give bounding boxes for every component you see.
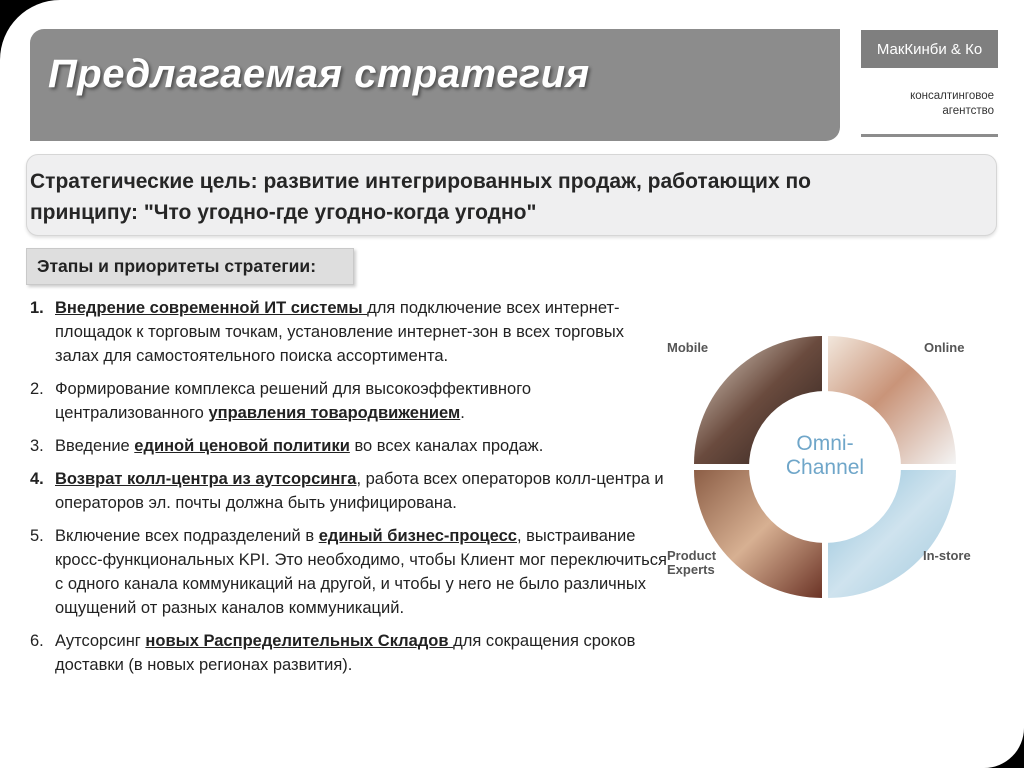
label-product-line1: Product [667, 548, 717, 563]
list-item-highlight: единой ценовой политики [134, 437, 350, 455]
brand-subtitle-line2: агентство [942, 105, 994, 117]
label-product-experts [667, 549, 716, 577]
list-item-text: Введение [55, 437, 135, 455]
label-mobile: Mobile [667, 340, 709, 355]
list-item-text: Включение всех подразделений в [55, 527, 319, 545]
list-item [30, 467, 670, 515]
list-item-highlight: новых Распределительных Складов [145, 632, 454, 650]
list-item-highlight: единый бизнес-процесс [318, 527, 517, 545]
list-item-text: . [460, 404, 465, 422]
list-item [30, 524, 670, 620]
stages-list [30, 296, 670, 686]
list-item-number: 3. [30, 437, 44, 455]
corner-frame [984, 728, 1024, 768]
label-online: Online [924, 340, 965, 355]
list-item-number: 4. [30, 470, 44, 488]
list-item-text: во всех каналах продаж. [349, 437, 544, 455]
label-product-line2: Experts [667, 562, 715, 577]
list-item [30, 377, 670, 425]
goal-text [30, 166, 930, 228]
goal-line-2: принципу: "Что угодно-где угодно-когда угодно" [30, 201, 537, 224]
list-item [30, 434, 670, 458]
list-item-number: 2. [30, 380, 44, 398]
list-item-text: , работа всех операторов колл-центра и операторов эл. почты должна быть унифицирована. [55, 470, 664, 512]
list-item-text: , выстраивание кросс-функциональных KPI. Это необходимо, чтобы Клиент мог переключиться с одного канала коммуникаций на другой, и чтобы у него не было различных ощущений от разных каналов коммуникаций. [55, 527, 667, 617]
brand-divider [861, 134, 998, 137]
list-item-highlight: управления товародвижением [208, 404, 461, 422]
list-item-highlight: Возврат колл-центра из аутсорсинга [55, 470, 357, 488]
center-text-line2: Channel [785, 456, 865, 479]
omni-channel-diagram [650, 320, 1000, 610]
page-title: Предлагаемая стратегия [48, 52, 590, 96]
list-item-text: для сокращения сроков доставки (в новых регионах развития). [55, 632, 636, 674]
brand-subtitle-line1: консалтинговое [910, 90, 994, 102]
list-item [30, 629, 670, 677]
list-item-number: 6. [30, 632, 44, 650]
list-item-number: 5. [30, 527, 44, 545]
list-item-number: 1. [30, 299, 44, 317]
list-item-text: для подключение всех интернет-площадок к торговым точкам, установление интернет-зон в всех торговых залах для самостоятельного поиска ассортимента. [55, 299, 625, 365]
stages-heading: Этапы и приоритеты стратегии: [26, 248, 354, 285]
list-item-text: Аутсорсинг [55, 632, 146, 650]
label-in-store: In-store [923, 548, 971, 563]
list-item-text: Формирование комплекса решений для высокоэффективного централизованного [55, 380, 532, 422]
list-item [30, 296, 670, 368]
brand-subtitle [861, 89, 994, 119]
goal-line-1: Стратегические цель: развитие интегрированных продаж, работающих по [30, 170, 811, 193]
list-item-highlight: Внедрение современной ИТ системы [55, 299, 368, 317]
brand-logo: МакКинби & Ко [861, 30, 998, 68]
center-text-line1: Omni- [796, 432, 854, 455]
